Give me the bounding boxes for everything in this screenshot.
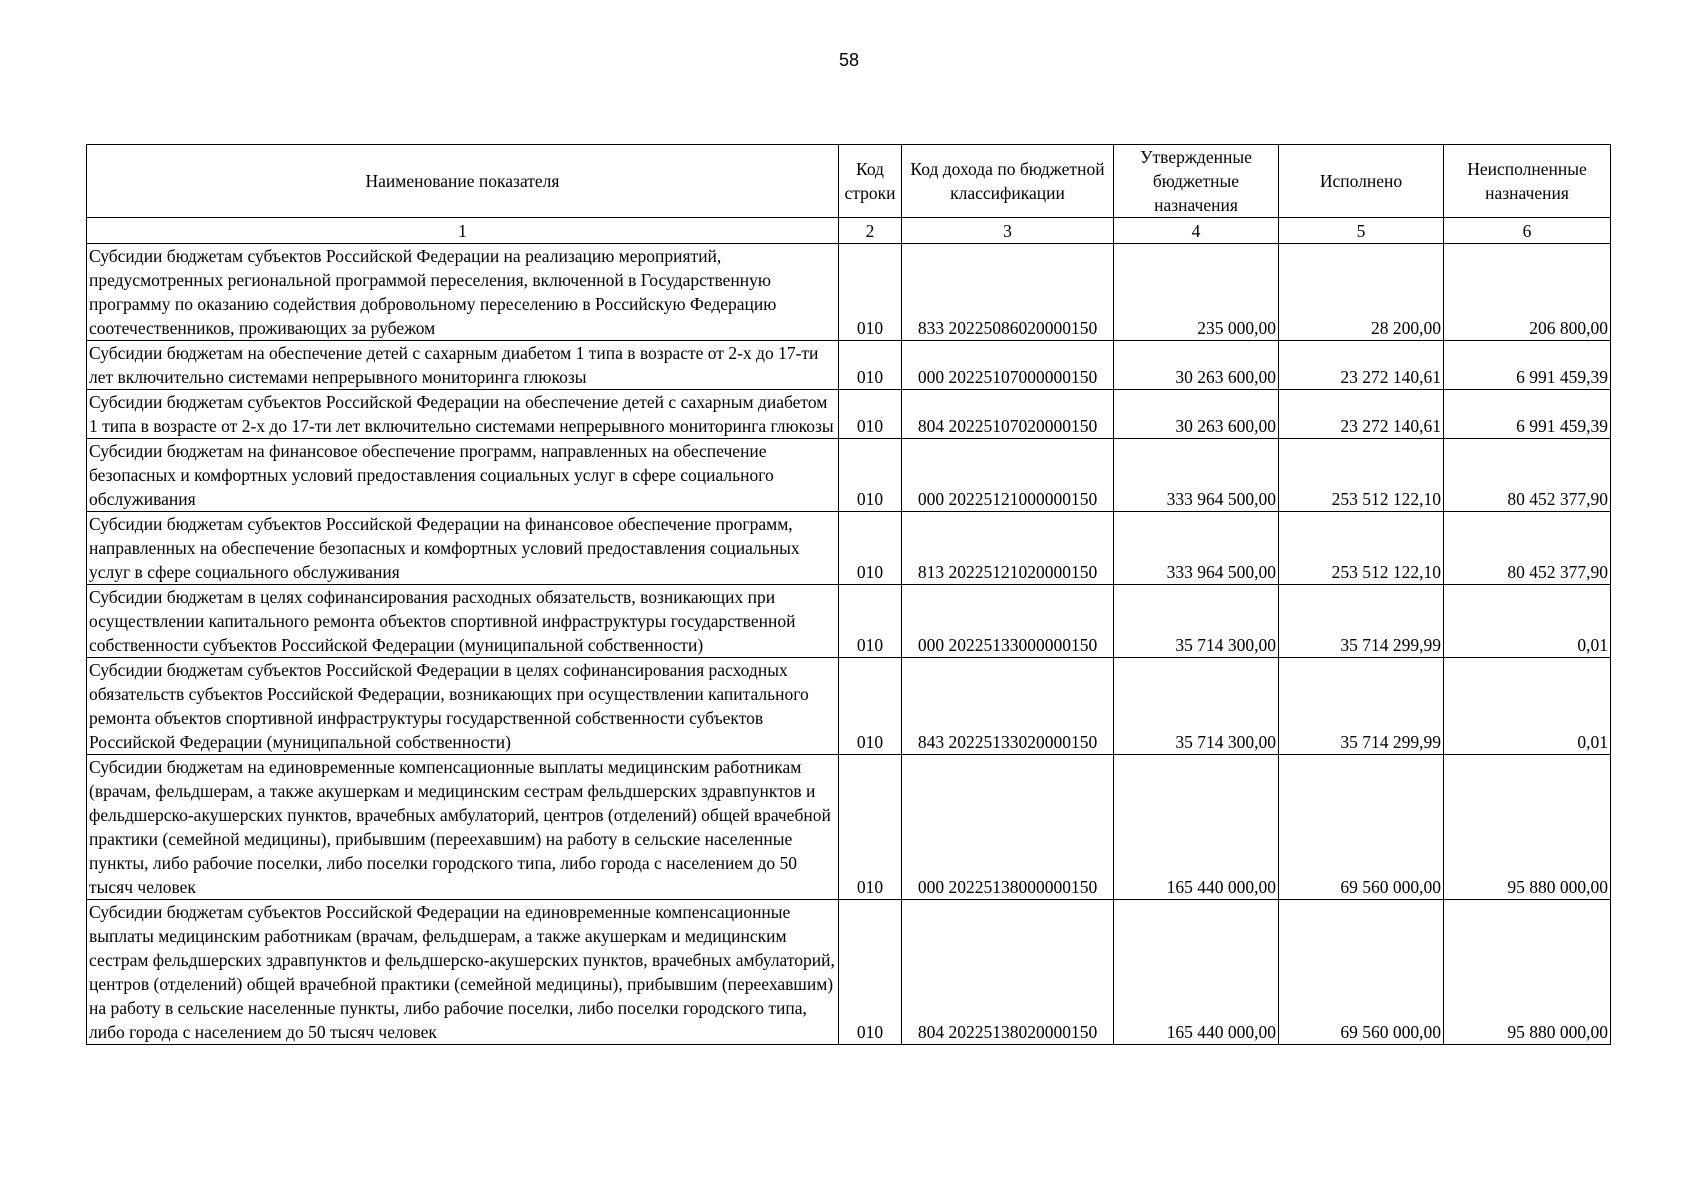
table-row: [87, 439, 1611, 512]
line-code: 010: [839, 512, 902, 585]
indicator-name: Субсидии бюджетам на финансовое обеспечение программ, направленных на обеспечение безопасных и комфортных условий предоставления социальных услуг в сфере социального обслуживания: [87, 439, 839, 512]
executed-amount: 69 560 000,00: [1279, 900, 1444, 1045]
indicator-name: Субсидии бюджетам в целях софинансирования расходных обязательств, возникающих при осуществлении капитального ремонта объектов спортивной инфраструктуры государственной собственности субъектов Российской Федерации (муниципальной собственности): [87, 585, 839, 658]
line-code: 010: [839, 439, 902, 512]
unexecuted-amount: 80 452 377,90: [1444, 512, 1611, 585]
approved-amount: 333 964 500,00: [1114, 439, 1279, 512]
income-code: 000 20225133000000150: [902, 585, 1114, 658]
approved-amount: 35 714 300,00: [1114, 658, 1279, 755]
indicator-name: Субсидии бюджетам субъектов Российской Федерации на реализацию мероприятий, предусмотренных региональной программой переселения, включенной в Государственную программу по оказанию содействия добровольному переселению в Российскую Федерацию соотечественников, проживающих за рубежом: [87, 244, 839, 341]
unexecuted-amount: 6 991 459,39: [1444, 341, 1611, 390]
line-code: 010: [839, 244, 902, 341]
income-code: 000 20225138000000150: [902, 755, 1114, 900]
indicator-name: Субсидии бюджетам субъектов Российской Федерации в целях софинансирования расходных обязательств субъектов Российской Федерации, возникающих при осуществлении капитального ремонта объектов спортивной инфраструктуры государственной собственности субъектов Российской Федерации (муниципальной собственности): [87, 658, 839, 755]
executed-amount: 23 272 140,61: [1279, 341, 1444, 390]
unexecuted-amount: 206 800,00: [1444, 244, 1611, 341]
header-executed: Исполнено: [1279, 145, 1444, 218]
table-row: [87, 341, 1611, 390]
header-row: [87, 145, 1611, 218]
column-number: 2: [839, 218, 902, 244]
table-row: [87, 658, 1611, 755]
approved-amount: 35 714 300,00: [1114, 585, 1279, 658]
line-code: 010: [839, 755, 902, 900]
approved-amount: 165 440 000,00: [1114, 900, 1279, 1045]
header-name: Наименование показателя: [87, 145, 839, 218]
column-number-row: [87, 218, 1611, 244]
income-code: 833 20225086020000150: [902, 244, 1114, 341]
income-code: 000 20225121000000150: [902, 439, 1114, 512]
unexecuted-amount: 0,01: [1444, 658, 1611, 755]
approved-amount: 235 000,00: [1114, 244, 1279, 341]
approved-amount: 165 440 000,00: [1114, 755, 1279, 900]
column-number: 4: [1114, 218, 1279, 244]
table-row: [87, 900, 1611, 1045]
line-code: 010: [839, 585, 902, 658]
executed-amount: 253 512 122,10: [1279, 512, 1444, 585]
approved-amount: 30 263 600,00: [1114, 390, 1279, 439]
table-row: [87, 585, 1611, 658]
executed-amount: 69 560 000,00: [1279, 755, 1444, 900]
table-row: [87, 390, 1611, 439]
column-number: 1: [87, 218, 839, 244]
indicator-name: Субсидии бюджетам на единовременные компенсационные выплаты медицинским работникам (врачам, фельдшерам, а также акушеркам и медицинским сестрам фельдшерских здравпунктов и фельдшерско-акушерских пунктов, врачебных амбулаторий, центров (отделений) общей врачебной практики (семейной медицины), прибывшим (переехавшим) на работу в сельские населенные пункты, либо рабочие поселки, либо поселки городского типа, либо города с населением до 50 тысяч человек: [87, 755, 839, 900]
line-code: 010: [839, 390, 902, 439]
page-number: 58: [838, 50, 860, 70]
income-code: 000 20225107000000150: [902, 341, 1114, 390]
indicator-name: Субсидии бюджетам субъектов Российской Федерации на обеспечение детей с сахарным диабетом 1 типа в возрасте от 2-х до 17-ти лет включительно системами непрерывного мониторинга глюкозы: [87, 390, 839, 439]
budget-report-table: [86, 144, 1611, 1045]
indicator-name: Субсидии бюджетам субъектов Российской Федерации на финансовое обеспечение программ, направленных на обеспечение безопасных и комфортных условий предоставления социальных услуг в сфере социального обслуживания: [87, 512, 839, 585]
executed-amount: 28 200,00: [1279, 244, 1444, 341]
line-code: 010: [839, 341, 902, 390]
indicator-name: Субсидии бюджетам на обеспечение детей с сахарным диабетом 1 типа в возрасте от 2-х до 17-ти лет включительно системами непрерывного мониторинга глюкозы: [87, 341, 839, 390]
unexecuted-amount: 95 880 000,00: [1444, 900, 1611, 1045]
unexecuted-amount: 80 452 377,90: [1444, 439, 1611, 512]
income-code: 804 20225138020000150: [902, 900, 1114, 1045]
unexecuted-amount: 95 880 000,00: [1444, 755, 1611, 900]
header-line-code: Код строки: [839, 145, 902, 218]
approved-amount: 333 964 500,00: [1114, 512, 1279, 585]
column-number: 5: [1279, 218, 1444, 244]
table-row: [87, 755, 1611, 900]
income-code: 843 20225133020000150: [902, 658, 1114, 755]
table-row: [87, 512, 1611, 585]
income-code: 813 20225121020000150: [902, 512, 1114, 585]
unexecuted-amount: 6 991 459,39: [1444, 390, 1611, 439]
column-number: 6: [1444, 218, 1611, 244]
unexecuted-amount: 0,01: [1444, 585, 1611, 658]
table-row: [87, 244, 1611, 341]
header-approved: Утвержденные бюджетные назначения: [1114, 145, 1279, 218]
executed-amount: 35 714 299,99: [1279, 585, 1444, 658]
header-unexecuted: Неисполненные назначения: [1444, 145, 1611, 218]
line-code: 010: [839, 900, 902, 1045]
column-number: 3: [902, 218, 1114, 244]
line-code: 010: [839, 658, 902, 755]
executed-amount: 35 714 299,99: [1279, 658, 1444, 755]
approved-amount: 30 263 600,00: [1114, 341, 1279, 390]
executed-amount: 253 512 122,10: [1279, 439, 1444, 512]
indicator-name: Субсидии бюджетам субъектов Российской Федерации на единовременные компенсационные выплаты медицинским работникам (врачам, фельдшерам, а также акушеркам и медицинским сестрам фельдшерских здравпунктов и фельдшерско-акушерских пунктов, врачебных амбулаторий, центров (отделений) общей врачебной практики (семейной медицины), прибывшим (переехавшим) на работу в сельские населенные пункты, либо рабочие поселки, либо поселки городского типа, либо города с населением до 50 тысяч человек: [87, 900, 839, 1045]
income-code: 804 20225107020000150: [902, 390, 1114, 439]
header-income-code: Код дохода по бюджетной классификации: [902, 145, 1114, 218]
executed-amount: 23 272 140,61: [1279, 390, 1444, 439]
